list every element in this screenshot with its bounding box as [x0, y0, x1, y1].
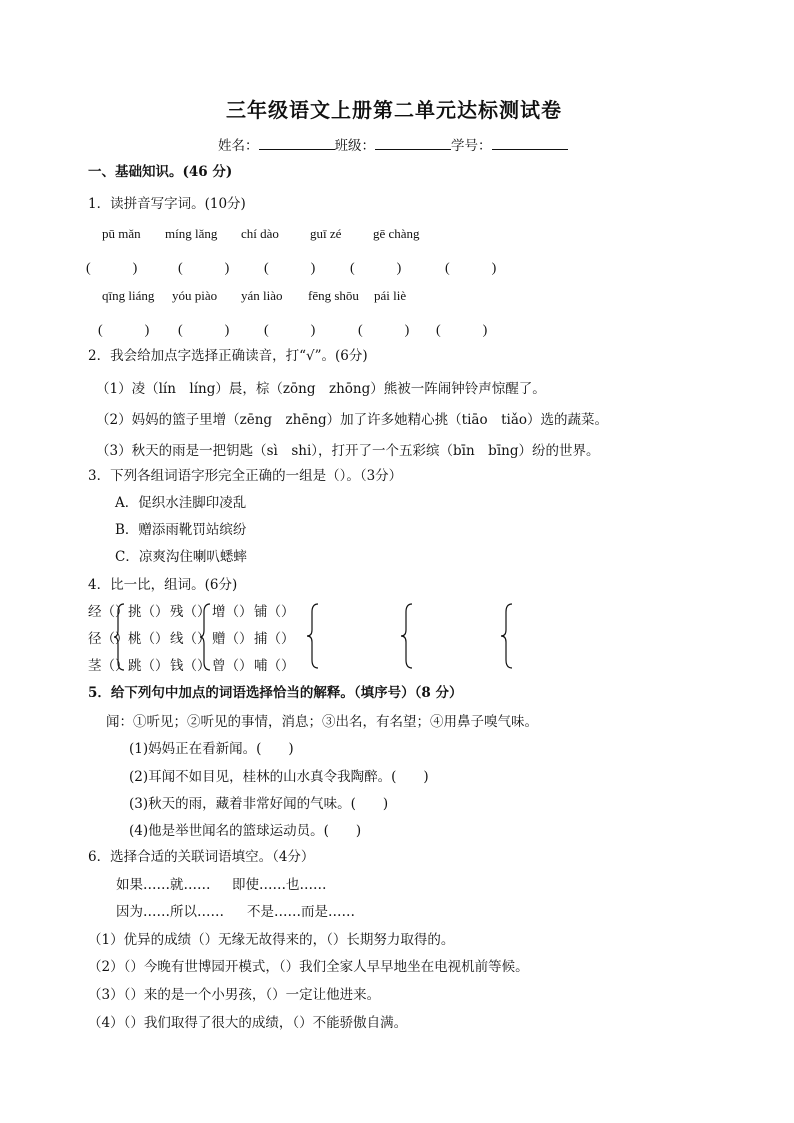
id-label: 学号： — [451, 138, 492, 154]
q2-item: （3）秋天的雨是一把钥匙（sì shi），打开了一个五彩缤（bīn bīng）纷的世界。 — [96, 443, 600, 459]
q5-heading: 5．给下列句中加点的词语选择恰当的解释。（填序号）（8 分） — [88, 685, 463, 701]
q6-item: （1）优异的成绩（）无缘无故得来的，（）长期努力取得的。 — [88, 932, 455, 948]
name-label: 姓名： — [218, 138, 259, 154]
word-pair: 线（） — [170, 631, 211, 647]
answer-blank[interactable]: ( ) — [98, 323, 150, 338]
pinyin: qīng liáng — [102, 288, 155, 303]
word-pair: 径（） — [88, 631, 129, 647]
q5-item: (1)妈妈正在看新闻。( ) — [129, 741, 294, 757]
word-pair: 跳（） — [128, 658, 169, 674]
word-pair: 曾（） — [212, 658, 253, 674]
answer-blank[interactable]: ( ) — [264, 323, 316, 338]
answer-blank[interactable]: ( ) — [86, 261, 138, 276]
word-pair: 捕（） — [254, 631, 295, 647]
q6-item: （4）（）我们取得了很大的成绩，（）不能骄傲自满。 — [88, 1015, 408, 1031]
conjunction-option: 不是……而是…… — [247, 904, 355, 920]
q3-option-c[interactable]: C．凉爽沟住喇叭蟋蟀 — [115, 549, 247, 565]
word-pair: 铺（） — [254, 604, 295, 620]
q1-heading: 1．读拼音写字词。(10分) — [88, 196, 246, 212]
q3-option-a[interactable]: A．促织水洼脚印凌乱 — [115, 495, 247, 511]
q2-item: （2）妈妈的篮子里增（zēng zhēng）加了许多她精心挑（tiāo tiǎo）选的蔬菜。 — [96, 412, 608, 428]
q5-item: (2)耳闻不如目见，桂林的山水真令我陶醉。( ) — [129, 769, 429, 785]
brace-large — [400, 603, 414, 669]
word-pair: 钱（） — [170, 658, 211, 674]
section-heading: 一、基础知识。(46 分) — [88, 164, 233, 180]
word-pair: 茎（） — [88, 658, 129, 674]
answer-blank[interactable]: ( ) — [445, 261, 497, 276]
q5-definition: 闻：①听见；②听见的事情，消息；③出名，有名望；④用鼻子嗅气味。 — [106, 714, 538, 730]
answer-blank[interactable]: ( ) — [436, 323, 488, 338]
brace-large — [306, 603, 320, 669]
word-pair: 哺（） — [254, 658, 295, 674]
q6-item: （3）（）来的是一个小男孩，（）一定让他进来。 — [88, 987, 381, 1003]
brace-large — [500, 603, 514, 669]
answer-blank[interactable]: ( ) — [358, 323, 410, 338]
pinyin: yóu piào — [172, 288, 218, 303]
word-pair: 挑（） — [128, 604, 169, 620]
pinyin: míng lǎng — [165, 226, 218, 241]
answer-blank[interactable]: ( ) — [178, 323, 230, 338]
name-field[interactable] — [259, 137, 335, 150]
pinyin: yán liào — [241, 288, 283, 303]
brace-small — [200, 602, 214, 672]
pinyin: gē chàng — [373, 226, 420, 241]
q5-item: (3)秋天的雨，藏着非常好闻的气味。( ) — [129, 796, 389, 812]
id-field[interactable] — [492, 137, 568, 150]
word-pair: 赠（） — [212, 631, 253, 647]
conjunction-option: 如果……就…… — [116, 877, 211, 893]
student-info — [218, 134, 568, 154]
q4-heading: 4．比一比，组词。(6分) — [88, 577, 238, 593]
answer-blank[interactable]: ( ) — [350, 261, 402, 276]
word-pair: 增（） — [212, 604, 253, 620]
class-label: 班级： — [334, 138, 375, 154]
page-title: 三年级语文上册第二单元达标测试卷 — [226, 98, 562, 122]
q2-item: （1）凌（lín líng）晨，棕（zōng zhōng）熊被一阵闹钟铃声惊醒了。 — [96, 381, 546, 397]
q5-item: (4)他是举世闻名的篮球运动员。( ) — [129, 823, 362, 839]
q2-heading: 2．我会给加点字选择正确读音，打“√”。(6分) — [88, 348, 368, 364]
q6-item: （2）（）今晚有世博园开模式，（）我们全家人早早地坐在电视机前等候。 — [88, 959, 529, 975]
word-pair: 经（） — [88, 604, 129, 620]
q3-option-b[interactable]: B．赠添雨靴罚站缤纷 — [115, 522, 247, 538]
pinyin: pū mǎn — [102, 226, 141, 241]
conjunction-option: 因为……所以…… — [116, 904, 224, 920]
conjunction-option: 即使……也…… — [232, 877, 327, 893]
word-pair: 残（） — [170, 604, 211, 620]
word-pair: 桃（） — [128, 631, 169, 647]
answer-blank[interactable]: ( ) — [178, 261, 230, 276]
answer-blank[interactable]: ( ) — [264, 261, 316, 276]
pinyin: fēng shōu — [308, 288, 359, 303]
q6-heading: 6．选择合适的关联词语填空。（4分） — [88, 849, 315, 865]
pinyin: pái liè — [374, 288, 407, 303]
class-field[interactable] — [375, 137, 451, 150]
pinyin: chí dào — [241, 226, 279, 241]
brace-small — [114, 602, 128, 672]
pinyin: guī zé — [310, 226, 342, 241]
q3-heading: 3．下列各组词语字形完全正确的一组是（）。（3分） — [88, 468, 403, 484]
